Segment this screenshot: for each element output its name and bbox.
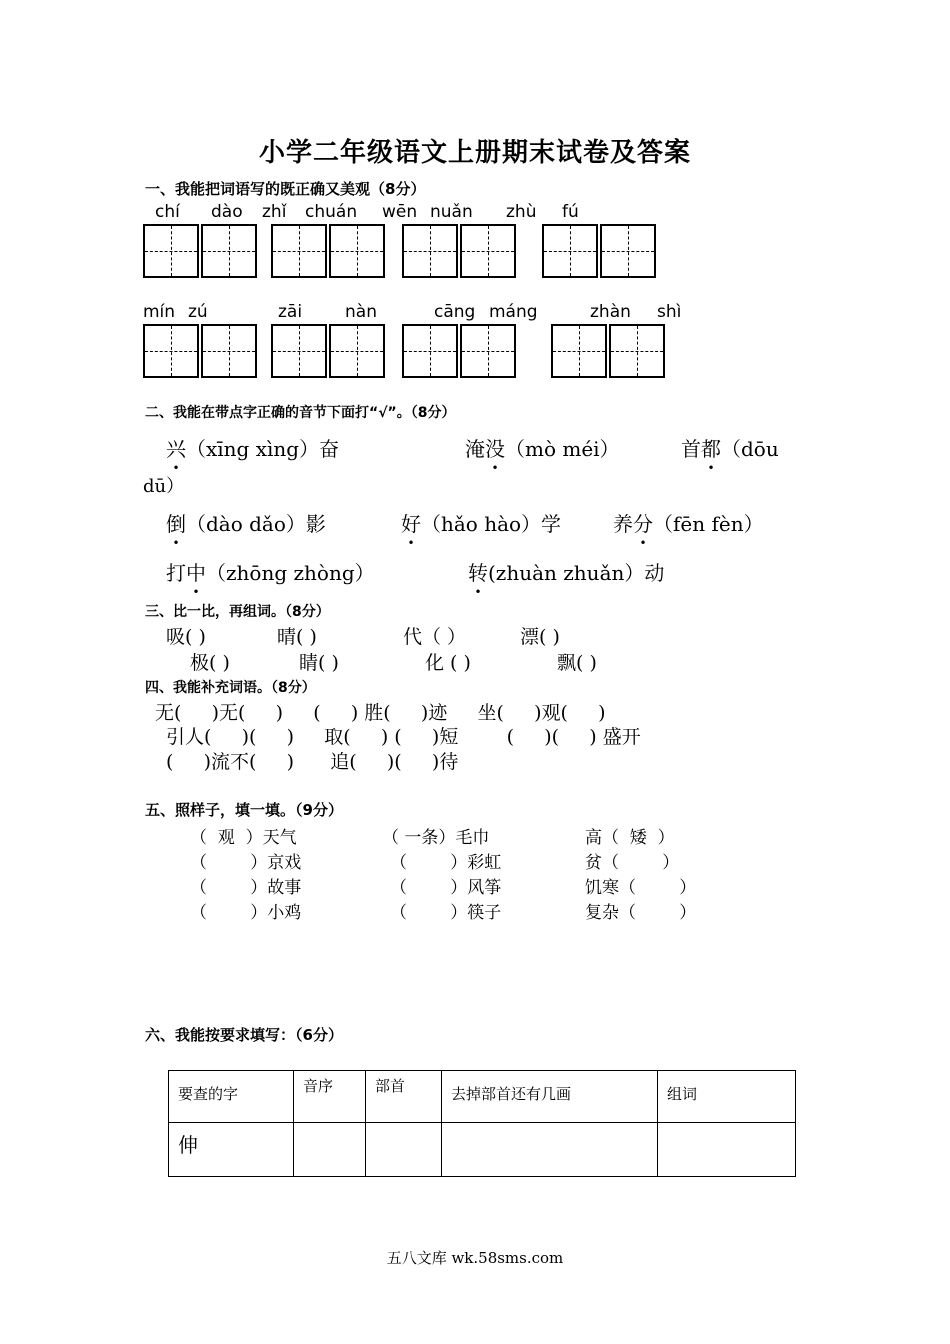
word-pair: 睛( ) [299, 652, 339, 674]
pinyin-choice-item: 兴（xīng xìng）奋 [166, 437, 340, 461]
pinyin-choice-item: 转(zhuàn zhuǎn）动 [468, 561, 665, 585]
writing-grid[interactable] [143, 224, 257, 278]
pinyin: máng [489, 302, 538, 322]
fill-item: （ 观 ）天气 [190, 828, 297, 848]
writing-grid[interactable] [271, 224, 385, 278]
fill-item: （ ）筷子 [390, 903, 502, 923]
idiom-line: 引人( )( ) 取( ) ( )短 ( )( ) 盛开 [166, 726, 641, 748]
fill-item: （ ）京戏 [190, 853, 302, 873]
table-cell[interactable] [442, 1123, 658, 1177]
word-pair: 飘( ) [557, 652, 597, 674]
fill-item: （ ）小鸡 [190, 903, 302, 923]
table-header: 音序 [294, 1071, 366, 1123]
pinyin: zāi [278, 302, 303, 322]
pinyin-choice-item: 首都（dōu [681, 437, 779, 461]
pinyin: dào [211, 202, 243, 222]
section-2-heading: 二、我能在带点字正确的音节下面打“√”。（8分） [145, 405, 456, 421]
section-3-heading: 三、比一比，再组词。（8分） [145, 604, 330, 620]
pinyin: zhǐ [262, 202, 287, 222]
fill-item: （ ）彩虹 [390, 853, 502, 873]
writing-grid[interactable] [542, 224, 656, 278]
table-cell[interactable] [366, 1123, 442, 1177]
table-cell: 伸 [169, 1123, 294, 1177]
word-pair: 漂( ) [520, 626, 560, 648]
table-cell[interactable] [294, 1123, 366, 1177]
pinyin: zhàn [590, 302, 631, 322]
idiom-line: ( )流不( ) 追( )( )待 [166, 751, 459, 773]
section-6-heading: 六、我能按要求填写：（6分） [145, 1026, 343, 1044]
pinyin: nàn [345, 302, 377, 322]
section-4-heading: 四、我能补充词语。（8分） [145, 680, 316, 696]
pinyin-choice-item: 倒（dào dǎo）影 [166, 512, 326, 536]
pinyin: zhù [506, 202, 537, 222]
writing-grid[interactable] [402, 224, 516, 278]
pinyin: zú [188, 302, 208, 322]
dictionary-table [168, 1070, 796, 1177]
word-pair: 代（ ） [403, 626, 467, 648]
pinyin: nuǎn [430, 202, 473, 222]
idiom-line: 无( )无( ) ( ) 胜( )迹 坐( )观( ) [155, 702, 606, 724]
table-header: 要查的字 [169, 1071, 294, 1123]
table-header: 去掉部首还有几画 [442, 1071, 658, 1123]
page-title: 小学二年级语文上册期末试卷及答案 [258, 138, 691, 168]
table-header: 组词 [658, 1071, 796, 1123]
word-pair: 化 ( ) [425, 652, 471, 674]
pinyin: fú [562, 202, 579, 222]
word-pair: 极( ) [190, 652, 230, 674]
fill-item: 高（ 矮 ） [585, 828, 675, 848]
pinyin: shì [657, 302, 682, 322]
pinyin: chuán [305, 202, 358, 222]
pinyin: mín [143, 302, 176, 322]
fill-item: （ 一条）毛巾 [382, 828, 490, 848]
section-5-heading: 五、照样子，填一填。（9分） [145, 801, 343, 819]
word-pair: 吸( ) [166, 626, 206, 648]
fill-item: 贫（ ） [585, 853, 680, 873]
section-1-heading: 一、我能把词语写的既正确又美观（8分） [145, 180, 426, 198]
writing-grid[interactable] [402, 324, 516, 378]
pinyin-choice-item: 打中（zhōng zhòng） [166, 561, 375, 585]
table-cell[interactable] [658, 1123, 796, 1177]
pinyin: wēn [382, 202, 418, 222]
pinyin-choice-item: 养分（fēn fèn） [613, 512, 764, 536]
pinyin-choice-item: 淹没（mò méi） [465, 437, 620, 461]
fill-item: （ ）故事 [190, 878, 302, 898]
fill-item: 饥寒（ ） [585, 878, 697, 898]
writing-grid[interactable] [143, 324, 257, 378]
pinyin: cāng [434, 302, 476, 322]
writing-grid[interactable] [271, 324, 385, 378]
footer: 五八文库 wk.58sms.com [386, 1249, 564, 1267]
table-header: 部首 [366, 1071, 442, 1123]
writing-grid[interactable] [551, 324, 665, 378]
word-pair: 晴( ) [277, 626, 317, 648]
pinyin-choice-continuation: dū） [143, 476, 185, 497]
pinyin: chí [155, 202, 180, 222]
fill-item: 复杂（ ） [585, 903, 697, 923]
pinyin-choice-item: 好（hǎo hào）学 [401, 512, 562, 536]
fill-item: （ ）风筝 [390, 878, 502, 898]
